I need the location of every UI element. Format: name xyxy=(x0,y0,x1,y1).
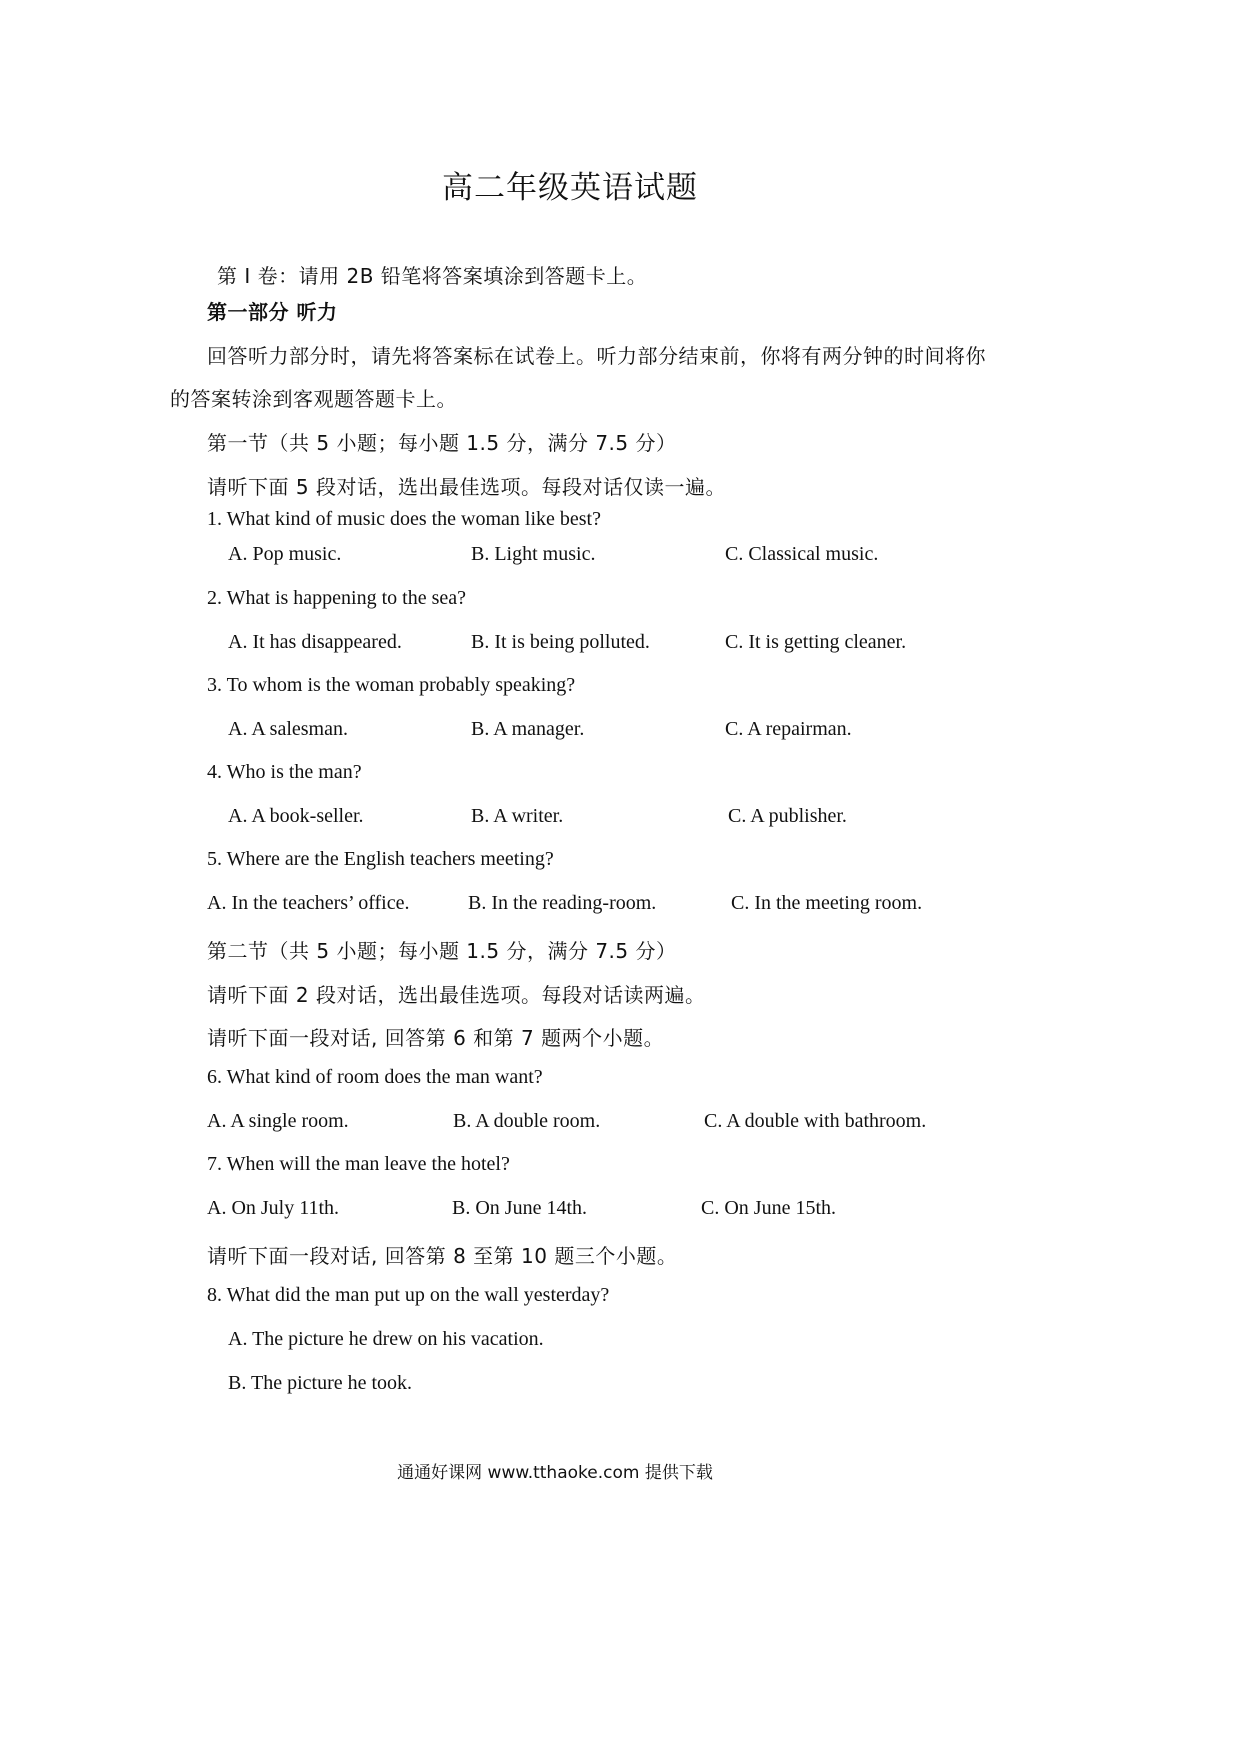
question-6: 6. What kind of room does the man want? xyxy=(207,1066,543,1088)
q6-option-c: C. A double with bathroom. xyxy=(704,1110,927,1132)
question-1: 1. What kind of music does the woman like best? xyxy=(207,508,601,530)
question-8: 8. What did the man put up on the wall yesterday? xyxy=(207,1284,610,1306)
q1-option-a: A. Pop music. xyxy=(228,543,342,565)
part-one-intro-line2: 的答案转涂到客观题答题卡上。 xyxy=(170,387,457,411)
q2-option-a: A. It has disappeared. xyxy=(228,631,402,653)
question-2: 2. What is happening to the sea? xyxy=(207,587,467,609)
q6-option-a: A. A single room. xyxy=(207,1110,349,1132)
question-5: 5. Where are the English teachers meeting? xyxy=(207,848,554,870)
part-one-heading: 第一部分 听力 xyxy=(207,300,338,324)
part-one-intro-line1: 回答听力部分时，请先将答案标在试卷上。听力部分结束前，你将有两分钟的时间将你 xyxy=(207,344,986,368)
q4-option-b: B. A writer. xyxy=(471,805,564,827)
q4-option-a: A. A book-seller. xyxy=(228,805,364,827)
question-7: 7. When will the man leave the hotel? xyxy=(207,1153,510,1175)
q5-option-c: C. In the meeting room. xyxy=(731,892,923,914)
section-two-group2-note: 请听下面一段对话, 回答第 8 至第 10 题三个小题。 xyxy=(207,1244,678,1268)
q4-option-c: C. A publisher. xyxy=(728,805,847,827)
section-two-group1-note: 请听下面一段对话, 回答第 6 和第 7 题两个小题。 xyxy=(207,1026,665,1050)
q1-option-b: B. Light music. xyxy=(471,543,596,565)
section-two-heading: 第二节（共 5 小题；每小题 1.5 分，满分 7.5 分） xyxy=(207,939,677,963)
q2-option-b: B. It is being polluted. xyxy=(471,631,650,653)
section-one-heading: 第一节（共 5 小题；每小题 1.5 分，满分 7.5 分） xyxy=(207,431,677,455)
q5-option-a: A. In the teachers’ office. xyxy=(207,892,410,914)
q8-option-b: B. The picture he took. xyxy=(228,1372,413,1394)
question-3: 3. To whom is the woman probably speaking? xyxy=(207,674,576,696)
q7-option-a: A. On July 11th. xyxy=(207,1197,340,1219)
page-title: 高二年级英语试题 xyxy=(442,170,698,206)
q1-option-c: C. Classical music. xyxy=(725,543,879,565)
volume-note: 第 I 卷：请用 2B 铅笔将答案填涂到答题卡上。 xyxy=(217,264,648,288)
q3-option-a: A. A salesman. xyxy=(228,718,348,740)
q5-option-b: B. In the reading-room. xyxy=(468,892,657,914)
question-4: 4. Who is the man? xyxy=(207,761,362,783)
q2-option-c: C. It is getting cleaner. xyxy=(725,631,907,653)
section-one-instruction: 请听下面 5 段对话，选出最佳选项。每段对话仅读一遍。 xyxy=(207,475,726,499)
section-two-instruction: 请听下面 2 段对话，选出最佳选项。每段对话读两遍。 xyxy=(207,983,706,1007)
q6-option-b: B. A double room. xyxy=(453,1110,601,1132)
footer-source: 通通好课网 www.tthaoke.com 提供下载 xyxy=(397,1463,713,1483)
q3-option-b: B. A manager. xyxy=(471,718,585,740)
q7-option-b: B. On June 14th. xyxy=(452,1197,587,1219)
q7-option-c: C. On June 15th. xyxy=(701,1197,836,1219)
q8-option-a: A. The picture he drew on his vacation. xyxy=(228,1328,544,1350)
q3-option-c: C. A repairman. xyxy=(725,718,852,740)
